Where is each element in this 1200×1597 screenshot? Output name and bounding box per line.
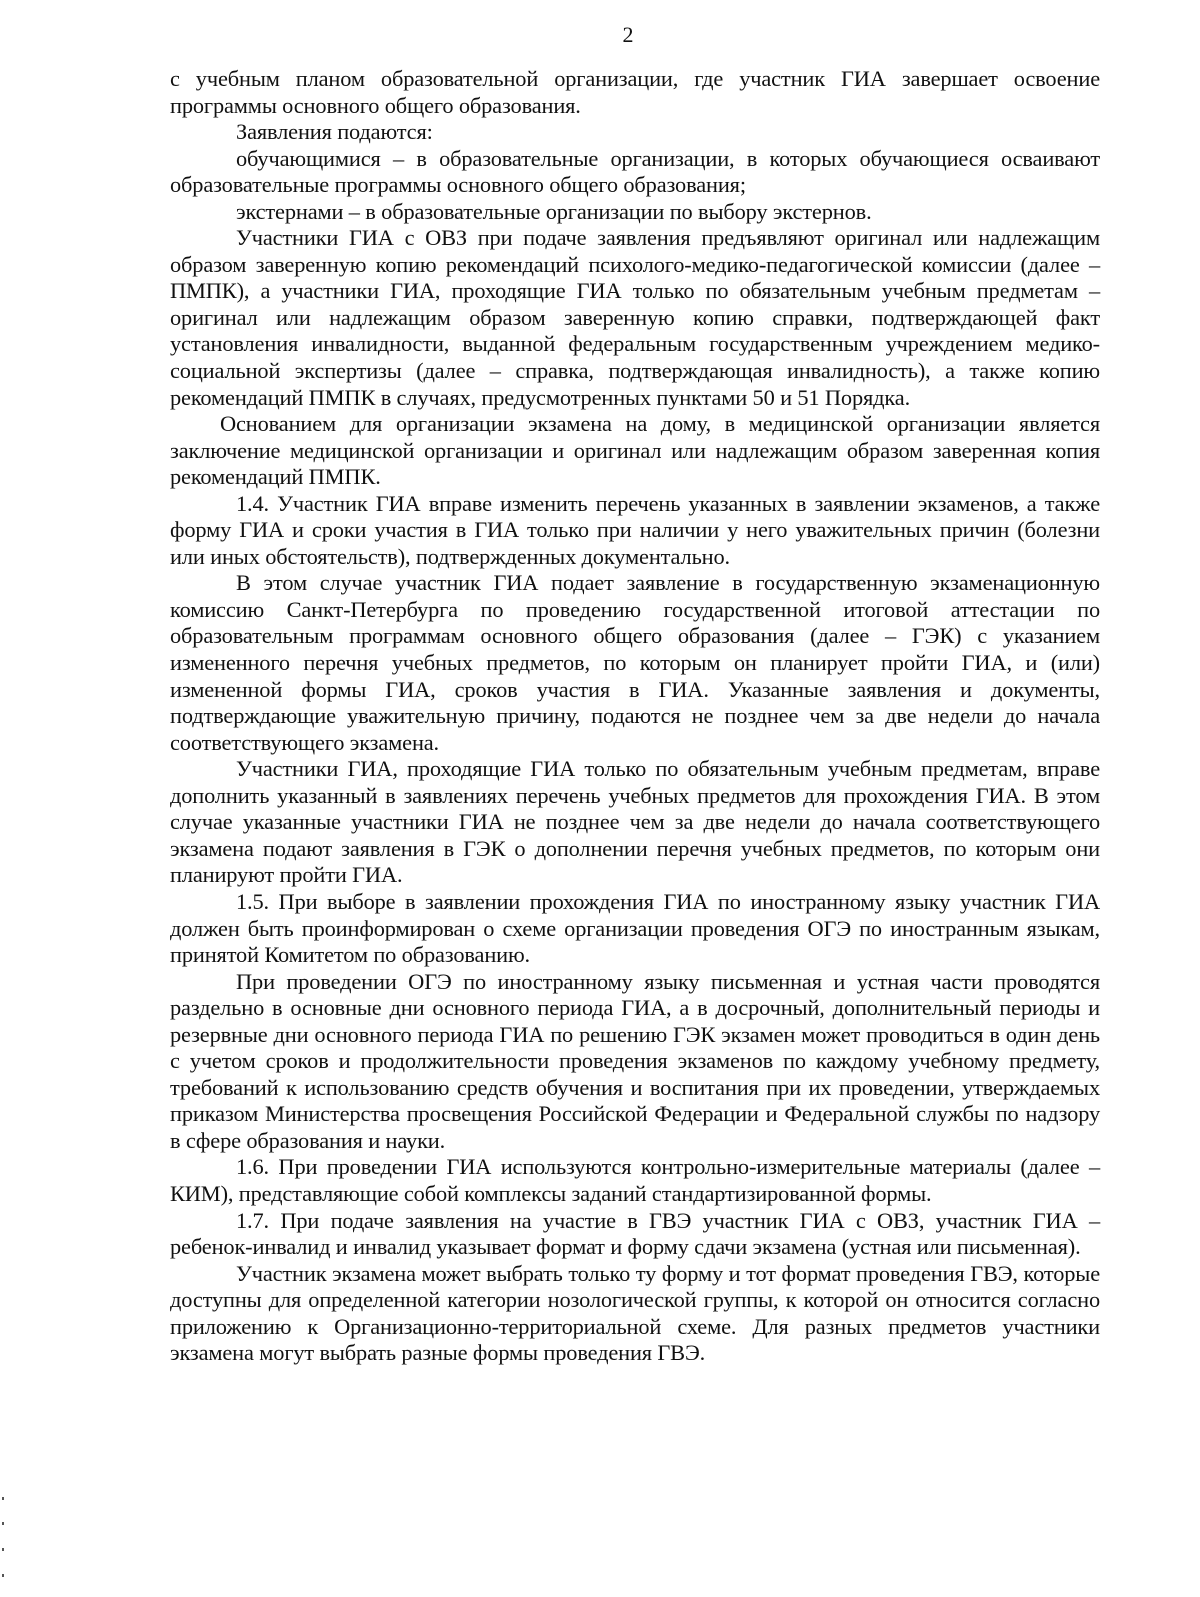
document-body (170, 66, 1100, 1367)
paragraph: обучающимися – в образовательные организации, в которых обучающиеся осваивают образовательные программы основного общего образования; (170, 145, 1100, 198)
paragraph: При проведении ОГЭ по иностранному языку письменная и устная части проводятся раздельно в основные дни основного периода ГИА, а в досрочный, дополнительный периоды и резервные дни основного периода ГИА по решению ГЭК экзамен может проводиться в один день с учетом сроков и продолжительности проведения экзаменов по каждому учебному предмету, требований к использованию средств обучения и воспитания при их проведении, утверждаемых приказом Министерства просвещения Российской Федерации и Федеральной службы по надзору в сфере образования и науки. (170, 968, 1100, 1153)
paragraph: Заявления подаются: (236, 119, 433, 145)
paragraph: 1.6. При проведении ГИА используются контрольно-измерительные материалы (далее – КИМ), представляющие собой комплексы заданий стандартизированной формы. (170, 1154, 1100, 1206)
paragraph: Участник экзамена может выбрать только ту форму и тот формат проведения ГВЭ, которые доступны для определенной категории нозологической группы, к которой он относится согласно приложению к Организационно-территориальной схеме. Для разных предметов участники экзамена могут выбрать разные формы проведения ГВЭ. (170, 1260, 1100, 1366)
scan-mark (2, 1574, 4, 1577)
paragraph: В этом случае участник ГИА подает заявление в государственную экзаменационную комиссию Санкт-Петербурга по проведению государственной итоговой аттестации по образовательным программам основного общего образования (далее – ГЭК) с указанием измененного перечня учебных предметов, по которым он планирует пройти ГИА, и (или) измененной формы ГИА, сроков участия в ГИА. Указанные заявления и документы, подтверждающие уважительную причину, подаются не позднее чем за две недели до начала соответствующего экзамена. (170, 570, 1100, 755)
scan-mark (2, 1548, 4, 1551)
paragraph: 1.5. При выборе в заявлении прохождения ГИА по иностранному языку участник ГИА должен быть проинформирован о схеме организации проведения ОГЭ по иностранным языкам, принятой Комитетом по образованию. (170, 888, 1100, 968)
paragraph: 1.7. При подаче заявления на участие в ГВЭ участник ГИА с ОВЗ, участник ГИА – ребенок-инвалид и инвалид указывает формат и форму сдачи экзамена (устная или письменная). (170, 1207, 1100, 1260)
paragraph: с учебным планом образовательной организации, где участник ГИА завершает освоение программы основного общего образования. (170, 66, 1100, 118)
paragraph: 1.4. Участник ГИА вправе изменить перечень указанных в заявлении экзаменов, а также форму ГИА и сроки участия в ГИА только при наличии у него уважительных причин (болезни или иных обстоятельств), подтвержденных документально. (170, 490, 1100, 569)
paragraph: Основанием для организации экзамена на дому, в медицинской организации является заключение медицинской организации и оригинал или надлежащим образом заверенная копия рекомендаций ПМПК. (170, 411, 1100, 490)
scan-mark (2, 1497, 4, 1500)
scan-mark (2, 1522, 4, 1525)
paragraph: Участники ГИА с ОВЗ при подаче заявления предъявляют оригинал или надлежащим образом заверенную копию рекомендаций психолого-медико-педагогической комиссии (далее – ПМПК), а участники ГИА, проходящие ГИА только по обязательным учебным предметам – оригинал или надлежащим образом заверенную копию справки, подтверждающей факт установления инвалидности, выданной федеральным государственным учреждением медико-социальной экспертизы (далее – справка, подтверждающая инвалидность), а также копию рекомендаций ПМПК в случаях, предусмотренных пунктами 50 и 51 Порядка. (170, 225, 1100, 410)
paragraph: Участники ГИА, проходящие ГИА только по обязательным учебным предметам, вправе дополнить указанный в заявлениях перечень учебных предметов для прохождения ГИА. В этом случае указанные участники ГИА не позднее чем за две недели до начала соответствующего экзамена подают заявления в ГЭК о дополнении перечня учебных предметов, по которым они планируют пройти ГИА. (170, 756, 1100, 888)
page-number: 2 (622, 22, 634, 47)
paragraph: экстернами – в образовательные организации по выбору экстернов. (236, 198, 872, 224)
